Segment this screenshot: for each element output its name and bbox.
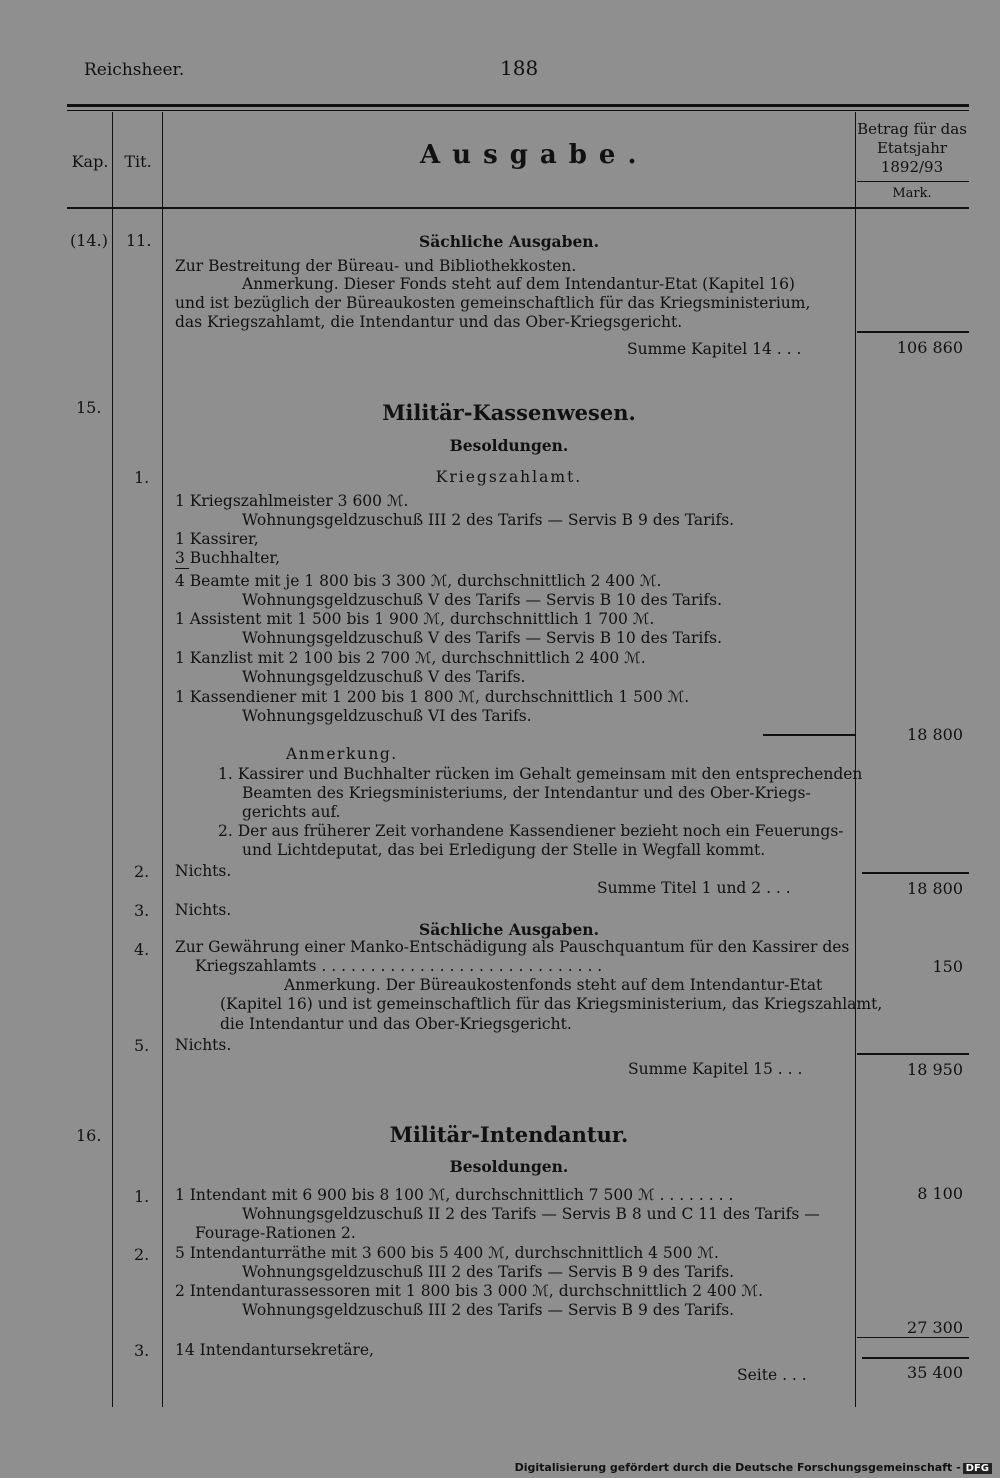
text-line: Zur Gewährung einer Manko-Entschädigung als Pauschquantum für den Kassirer des (175, 938, 850, 956)
sum-rule (857, 331, 969, 333)
text-line: 1 Kriegszahlmeister 3 600 ℳ. (175, 492, 409, 510)
chapter-title: Militär-Kassenwesen. (382, 400, 636, 425)
note-line: gerichts auf. (242, 803, 341, 821)
page-number: 188 (500, 56, 539, 80)
note-line: das Kriegszahlamt, die Intendantur und das Ober-Kriegsgericht. (175, 313, 683, 331)
text-line: Wohnungsgeldzuschuß V des Tarifs. (242, 668, 526, 686)
tit-2: 2. (134, 862, 150, 881)
note-line: und Lichtdeputat, das bei Erledigung der Stelle in Wegfall kommt. (242, 841, 766, 859)
mark-rule (857, 181, 969, 182)
text-line: Wohnungsgeldzuschuß II 2 des Tarifs — Servis B 8 und C 11 des Tarifs — (242, 1205, 820, 1223)
text-line: Fourage-Rationen 2. (195, 1224, 356, 1242)
col-header-tit: Tit. (124, 152, 152, 171)
tit-2: 2. (134, 1245, 150, 1264)
sum-value: 106 860 (896, 338, 963, 357)
note-line: 2. Der aus früherer Zeit vorhandene Kassendiener bezieht noch ein Feuerungs- (218, 822, 844, 840)
text-line: Wohnungsgeldzuschuß V des Tarifs — Servis B 10 des Tarifs. (242, 629, 723, 647)
note-line: und ist bezüglich der Büreaukosten gemeinschaftlich für das Kriegsministerium, (175, 294, 811, 312)
tit-5: 5. (134, 1036, 150, 1055)
note-line: 1. Kassirer und Buchhalter rücken im Gehalt gemeinsam mit den entsprechenden (218, 765, 863, 783)
digitization-credit (515, 1461, 992, 1474)
text-line: Wohnungsgeldzuschuß V des Tarifs — Servis B 10 des Tarifs. (242, 591, 723, 609)
text-line: 3 Buchhalter, (175, 549, 281, 567)
note-heading: Anmerkung. (286, 745, 398, 763)
sum-label: Seite . . . (737, 1366, 807, 1384)
tit-4: 4. (134, 940, 150, 959)
amount-value: 150 (932, 957, 963, 976)
sub-heading: Besoldungen. (449, 1157, 569, 1176)
text-line: Nichts. (175, 862, 232, 880)
text-line: Kriegszahlamts . . . . . . . . . . . . . . . . . . . . . . . . . . . . . (195, 957, 603, 975)
note-line: Beamten des Kriegsministeriums, der Intendantur und des Ober-Kriegs- (242, 784, 811, 802)
top-rule (67, 104, 969, 107)
text-line: Wohnungsgeldzuschuß III 2 des Tarifs — Servis B 9 des Tarifs. (242, 1301, 735, 1319)
sum-value: 35 400 (907, 1363, 963, 1382)
sum-rule (857, 1337, 969, 1338)
sum-rule (763, 734, 855, 736)
note-line: die Intendantur und das Ober-Kriegsgericht. (220, 1015, 572, 1033)
sum-value: 18 950 (907, 1060, 963, 1079)
top-rule-thin (67, 110, 969, 111)
heading-saechliche: Sächliche Ausgaben. (419, 920, 599, 939)
amount-value: 27 300 (907, 1318, 963, 1337)
text-line: 2 Intendanturassessoren mit 1 800 bis 3 000 ℳ, durchschnittlich 2 400 ℳ. (175, 1282, 764, 1300)
sum-value: 18 800 (907, 879, 963, 898)
sub-heading: Besoldungen. (449, 436, 569, 455)
head-rule (67, 207, 969, 209)
tit-11: 11. (126, 231, 152, 250)
col-header-mark: Mark. (892, 186, 932, 201)
amount-value: 8 100 (917, 1184, 963, 1203)
amount-value: 18 800 (907, 725, 963, 744)
tit-3: 3. (134, 901, 150, 920)
credit-text: Digitalisierung gefördert durch die Deutsche Forschungsgemeinschaft - (514, 1461, 961, 1474)
text-line: 1 Kanzlist mit 2 100 bis 2 700 ℳ, durchschnittlich 2 400 ℳ. (175, 649, 646, 667)
text-line: 14 Intendantursekretäre, (175, 1341, 374, 1359)
tit-3: 3. (134, 1341, 150, 1360)
text-line: 1 Kassirer, (175, 530, 259, 548)
kap-16: 16. (76, 1126, 102, 1145)
text-line: Wohnungsgeldzuschuß III 2 des Tarifs — Servis B 9 des Tarifs. (242, 1263, 735, 1281)
text-line: Nichts. (175, 1036, 232, 1054)
col-header-kap: Kap. (71, 152, 109, 171)
sum-rule (862, 1357, 969, 1359)
text-line: 1 Assistent mit 1 500 bis 1 900 ℳ, durchschnittlich 1 700 ℳ. (175, 610, 655, 628)
text-line: 4 Beamte mit je 1 800 bis 3 300 ℳ, durchschnittlich 2 400 ℳ. (175, 572, 662, 590)
note-line: Anmerkung. Der Büreaukostenfonds steht auf dem Intendantur-Etat (284, 976, 823, 994)
running-head: Reichsheer. (84, 60, 185, 80)
note-line: (Kapitel 16) und ist gemeinschaftlich für das Kriegsministerium, das Kriegszahlamt, (220, 995, 883, 1013)
text-line: Wohnungsgeldzuschuß VI des Tarifs. (242, 707, 532, 725)
col-divider-kap (112, 112, 113, 1407)
sum-label: Summe Kapitel 14 . . . (627, 340, 802, 358)
note-line: Anmerkung. Dieser Fonds steht auf dem Intendantur-Etat (Kapitel 16) (242, 275, 795, 293)
col-header-ausgabe: Ausgabe. (420, 140, 649, 170)
sum-label: Summe Titel 1 und 2 . . . (597, 879, 791, 897)
text-line: 1 Intendant mit 6 900 bis 8 100 ℳ, durchschnittlich 7 500 ℳ . . . . . . . . (175, 1186, 734, 1204)
text-line: Wohnungsgeldzuschuß III 2 des Tarifs — Servis B 9 des Tarifs. (242, 511, 735, 529)
text-line: Zur Bestreitung der Büreau- und Bibliothekkosten. (175, 257, 577, 275)
col-divider-betrag (855, 112, 856, 1407)
sum-underline (175, 568, 189, 569)
kap-14: (14.) (70, 231, 108, 250)
col-header-betrag: Betrag für das Etatsjahr 1892/93 (857, 120, 967, 176)
text-line: 5 Intendanturräthe mit 3 600 bis 5 400 ℳ, durchschnittlich 4 500 ℳ. (175, 1244, 719, 1262)
office-heading: Kriegszahlamt. (435, 468, 583, 486)
tit-1: 1. (134, 468, 150, 487)
tit-1: 1. (134, 1187, 150, 1206)
dfg-logo: DFG (963, 1463, 992, 1474)
col-divider-tit (162, 112, 163, 1407)
sum-rule (862, 872, 969, 874)
text-line: Nichts. (175, 901, 232, 919)
kap-15: 15. (76, 398, 102, 417)
chapter-title: Militär-Intendantur. (389, 1122, 629, 1147)
sum-rule (857, 1053, 969, 1055)
heading-saechliche: Sächliche Ausgaben. (419, 232, 599, 251)
text-line: 1 Kassendiener mit 1 200 bis 1 800 ℳ, durchschnittlich 1 500 ℳ. (175, 688, 690, 706)
sum-label: Summe Kapitel 15 . . . (628, 1060, 803, 1078)
